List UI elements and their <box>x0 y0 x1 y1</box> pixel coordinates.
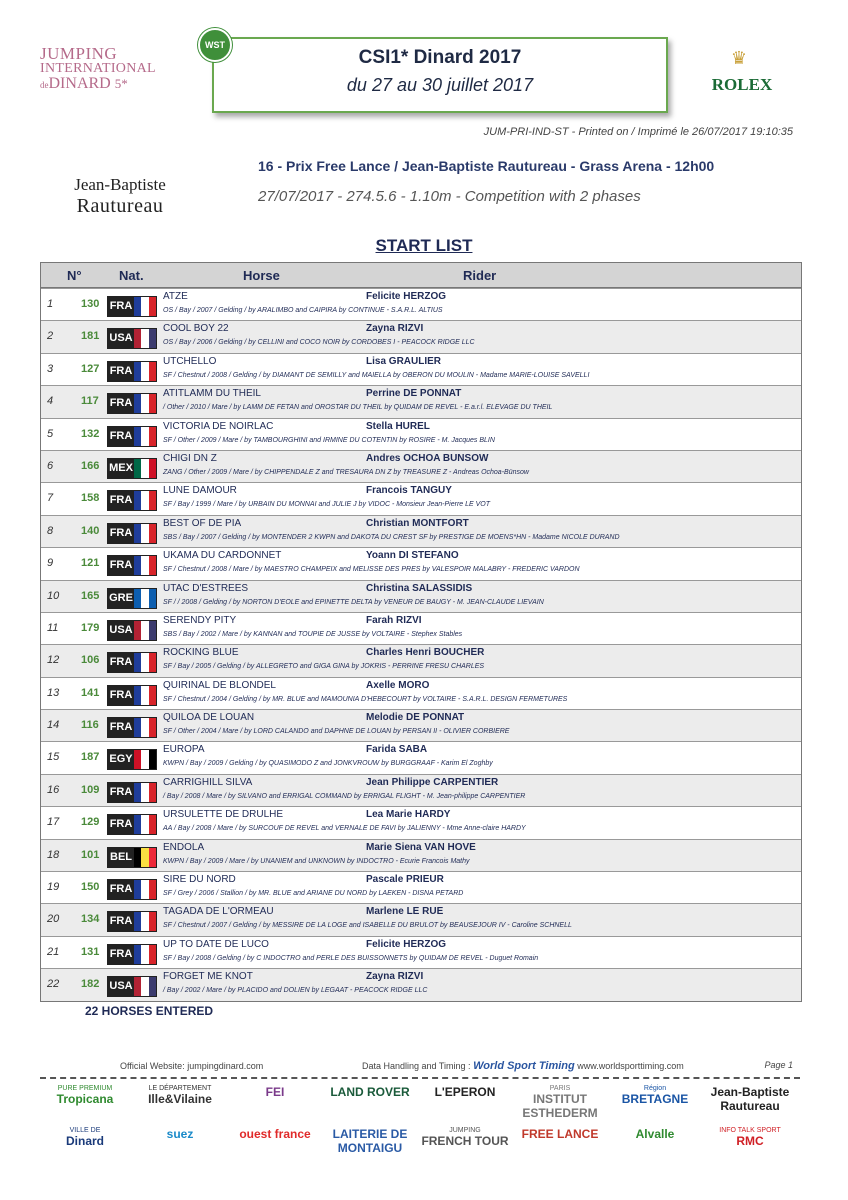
rider-name: Christian MONTFORT <box>366 517 469 529</box>
horse-info: OS / Bay / 2007 / Gelding / by ARALIMBO and CAIPIRA by CONTINUE - S.A.R.L. ALTIUS <box>163 307 443 314</box>
horse-info: SF / Grey / 2006 / Stallion / by MR. BLUE and ARIANE DU NORD by LAEKEN - DISNA PETARD <box>163 890 464 898</box>
table-header <box>41 263 801 288</box>
sponsor-name: RMC <box>736 1134 764 1148</box>
table-row <box>41 353 801 385</box>
sponsor-name: LAITERIE DE MONTAIGU <box>332 1127 408 1155</box>
nation-code: FRA <box>108 427 134 446</box>
horse-info: SBS / Bay / 2002 / Mare / by KANNAN and TOUPIE DE JUSSE by VOLTAIRE - Stephex Stables <box>163 630 463 638</box>
table-row <box>41 418 801 450</box>
bib-number: 131 <box>81 945 100 958</box>
sponsor-sub: LE DÉPARTEMENT <box>148 1085 212 1092</box>
nation-flag-icon <box>107 458 157 479</box>
row-index: 5 <box>47 427 54 440</box>
sponsor-name: Alvalle <box>635 1127 675 1141</box>
nation-flag-icon <box>107 782 157 803</box>
wst-badge-icon: WST <box>198 28 232 62</box>
nation-flag-icon <box>107 328 157 349</box>
rider-name: Lisa GRAULIER <box>366 355 442 367</box>
nation-code: GRE <box>108 589 134 608</box>
nation-flag-icon <box>107 490 157 511</box>
sponsor-name: LAND ROVER <box>330 1085 410 1099</box>
row-index: 9 <box>47 557 54 570</box>
nation-flag-icon <box>107 879 157 900</box>
row-index: 6 <box>47 459 54 472</box>
nation-code: USA <box>108 329 134 348</box>
rider-name: Farida SABA <box>366 744 428 756</box>
event-title-box <box>212 37 668 113</box>
nation-code: FRA <box>108 653 134 672</box>
rider-name: Felicite HERZOG <box>366 291 447 302</box>
competition-subtitle: 27/07/2017 - 274.5.6 - 1.10m - Competition with 2 phases <box>258 188 641 205</box>
competition-title: 16 - Prix Free Lance / Jean-Baptiste Rautureau - Grass Arena - 12h00 <box>258 158 715 174</box>
bib-number: 181 <box>81 330 100 343</box>
table-row <box>41 320 801 352</box>
horse-info: SF / Bay / 2005 / Gelding / by ALLEGRETO and GIGA GINA by JOKRIS - PERRINE FRESU CHARLES <box>163 663 485 671</box>
sponsor-name: L'EPERON <box>434 1085 496 1099</box>
sponsor-logo <box>325 1127 415 1155</box>
sponsor-name: ouest france <box>239 1127 311 1141</box>
sponsor-logo <box>705 1085 795 1113</box>
horse-info: SF / Chestnut / 2008 / Mare / by MAESTRO CHAMPEIX and MELISSE DES PRES by VALESPOIR MALABRY - FREDERIC VARDON <box>163 566 580 574</box>
horse-name: QUILOA DE LOUAN <box>163 712 255 724</box>
nation-code: FRA <box>108 297 134 316</box>
logo-line1: JUMPING <box>40 44 118 63</box>
rider-name: Marlene LE RUE <box>366 906 444 918</box>
table-row <box>41 871 801 903</box>
row-index: 11 <box>47 621 59 634</box>
horse-name: ROCKING BLUE <box>163 647 239 659</box>
horse-name: EUROPA <box>163 744 205 756</box>
table-row <box>41 288 801 320</box>
row-index: 7 <box>47 492 54 505</box>
col-nationality: Nat. <box>119 268 144 283</box>
horse-info: SF / / 2008 / Gelding / by NORTON D'EOLE and EPINETTE DELTA by VENEUR DE BAUGY - M. JEAN-CLAUDE LIEVAIN <box>163 598 544 606</box>
table-body <box>41 288 801 1001</box>
nation-flag-icon <box>107 717 157 738</box>
table-row <box>41 774 801 806</box>
nation-code: FRA <box>108 815 134 834</box>
nation-code: FRA <box>108 718 134 737</box>
sponsor-logo <box>515 1085 605 1120</box>
bib-number: 101 <box>81 848 100 861</box>
horse-info: SF / Bay / 2008 / Gelding / by C INDOCTRO and PERLE DES BUISSONNETS by QUIDAM DE REVEL - Duguet Romain <box>163 954 539 962</box>
printed-stamp: JUM-PRI-IND-ST - Printed on / Imprimé le 26/07/2017 19:10:35 <box>483 126 793 138</box>
row-index: 18 <box>47 848 60 861</box>
nation-code: USA <box>108 621 134 640</box>
rider-name: Felicite HERZOG <box>366 938 447 950</box>
sponsor-logo <box>230 1085 320 1099</box>
jumping-dinard-logo <box>40 46 170 93</box>
row-index: 12 <box>47 654 60 667</box>
sponsor-name: Dinard <box>65 1134 104 1148</box>
nation-code: FRA <box>108 362 134 381</box>
bib-number: 117 <box>81 395 99 408</box>
horses-entered: 22 HORSES ENTERED <box>85 1004 214 1018</box>
horse-name: UP TO DATE DE LUCO <box>163 938 269 950</box>
bib-number: 130 <box>81 298 100 310</box>
event-name: CSI1* Dinard 2017 <box>358 47 522 68</box>
rider-name: Melodie DE PONNAT <box>366 712 465 724</box>
table-row <box>41 612 801 644</box>
row-index: 19 <box>47 881 60 894</box>
horse-name: ATITLAMM DU THEIL <box>163 388 261 400</box>
row-index: 8 <box>47 524 54 537</box>
row-index: 21 <box>47 945 60 958</box>
nation-flag-icon <box>107 555 157 576</box>
row-index: 17 <box>47 816 60 829</box>
sponsor-logo <box>135 1127 225 1141</box>
table-row <box>41 839 801 871</box>
nation-code: FRA <box>108 686 134 705</box>
bib-number: 187 <box>81 751 100 764</box>
horse-name: CHIGI DN Z <box>163 452 217 464</box>
start-list-table <box>40 262 802 1002</box>
bib-number: 182 <box>81 978 100 991</box>
timing-url: www.worldsporttiming.com <box>574 1061 684 1071</box>
bib-number: 116 <box>81 719 99 732</box>
horse-info: KWPN / Bay / 2009 / Gelding / by QUASIMODO Z and JONKVROUW by BURGGRAAF - Karim El Zoghby <box>163 760 493 768</box>
rautureau-line2: Rautureau <box>76 195 164 217</box>
table-row <box>41 385 801 417</box>
nation-code: FRA <box>108 912 134 931</box>
row-index: 2 <box>47 330 54 343</box>
footer-divider <box>40 1077 800 1079</box>
rider-name: Pascale PRIEUR <box>366 874 444 886</box>
nation-code: BEL <box>108 848 134 867</box>
logo-line3: deDINARD 5* <box>40 75 128 92</box>
nation-flag-icon <box>107 814 157 835</box>
row-index: 3 <box>47 362 54 375</box>
nation-code: USA <box>108 977 134 996</box>
horse-name: TAGADA DE L'ORMEAU <box>163 906 274 918</box>
horse-info: / Bay / 2002 / Mare / by PLACIDO and DOLIEN by LEGAAT - PEACOCK RIDGE LLC <box>163 987 428 995</box>
bib-number: 140 <box>81 524 100 537</box>
horse-info: SBS / Bay / 2007 / Gelding / by MONTENDER 2 KWPN and DAKOTA DU CREST SF by PRESTIGE DE MOENS*HN - Madame NICOLE DURAND <box>163 533 620 541</box>
horse-info: AA / Bay / 2008 / Mare / by SURCOUF DE REVEL and VERNALE DE FAVI by JALIENNY - Mme Anne-claire HARDY <box>163 825 526 833</box>
nation-flag-icon <box>107 749 157 770</box>
nation-code: FRA <box>108 783 134 802</box>
horse-info: / Other / 2010 / Mare / by LAMM DE FETAN and OROSTAR DU THEIL by QUIDAM DE REVEL - E.a.r.l. ELEVAGE DU THEIL <box>163 404 553 412</box>
sponsor-logo <box>135 1085 225 1106</box>
bib-number: 141 <box>81 686 100 699</box>
table-row <box>41 515 801 547</box>
bib-number: 150 <box>81 881 100 894</box>
table-row <box>41 580 801 612</box>
sponsor-logo <box>325 1085 415 1099</box>
row-index: 20 <box>47 913 60 926</box>
sponsor-name: FRENCH TOUR <box>421 1134 509 1148</box>
sponsor-sub: JUMPING <box>449 1127 481 1134</box>
rider-name: Perrine DE PONNAT <box>366 388 462 400</box>
table-row <box>41 677 801 709</box>
rautureau-logo <box>60 175 180 218</box>
nation-code: FRA <box>108 394 134 413</box>
timing-credit <box>362 1060 684 1072</box>
rider-name: Zayna RIZVI <box>366 971 424 983</box>
bib-number: 106 <box>81 654 100 667</box>
nation-code: FRA <box>108 880 134 899</box>
event-dates: du 27 au 30 juillet 2017 <box>346 75 534 95</box>
horse-name: SIRE DU NORD <box>163 874 236 886</box>
nation-flag-icon <box>107 620 157 641</box>
bib-number: 109 <box>81 783 100 796</box>
horse-name: SERENDY PITY <box>163 614 237 626</box>
sponsor-name: suez <box>166 1127 194 1141</box>
bib-number: 165 <box>81 589 100 602</box>
horse-name: BEST OF DE PIA <box>163 517 242 529</box>
nation-code: FRA <box>108 556 134 575</box>
nation-code: FRA <box>108 491 134 510</box>
timing-label: Data Handling and Timing : <box>362 1061 474 1071</box>
col-horse: Horse <box>243 268 280 283</box>
row-index: 15 <box>47 751 60 764</box>
nation-code: FRA <box>108 524 134 543</box>
horse-name: CARRIGHILL SILVA <box>163 776 253 788</box>
official-website: Official Website: jumpingdinard.com <box>120 1061 264 1071</box>
horse-info: KWPN / Bay / 2009 / Mare / by UNANIEM and UNKNOWN by INDOCTRO - Ecurie Francois Mathy <box>163 857 470 865</box>
bib-number: 121 <box>81 557 100 570</box>
timing-name: World Sport Timing <box>473 1060 575 1072</box>
horse-info: SF / Chestnut / 2004 / Gelding / by MR. BLUE and MAMOUNIA D'HEBECOURT by VOLTAIRE - S.A.R.L. DESIGN FERMETURES <box>163 695 568 703</box>
row-index: 4 <box>47 395 54 408</box>
sponsor-name: FEI <box>265 1085 285 1099</box>
horse-info: / Bay / 2008 / Mare / by SILVANO and ERRIGAL COMMAND by ERRIGAL FLIGHT - M. Jean-philippe CARPENTIER <box>163 792 526 800</box>
nation-flag-icon <box>107 652 157 673</box>
horse-info: SF / Other / 2004 / Mare / by LORD CALANDO and DAPHNE DE LOUAN by PERSAN II - OLIVIER CORBIERE <box>163 728 510 736</box>
nation-flag-icon <box>107 944 157 965</box>
sponsor-name: Tropicana <box>56 1092 114 1106</box>
sponsor-logo <box>230 1127 320 1141</box>
rider-name: Lea Marie HARDY <box>366 809 451 821</box>
nation-flag-icon <box>107 911 157 932</box>
rider-name: Francois TANGUY <box>366 485 452 497</box>
logo-line2: INTERNATIONAL <box>40 61 156 76</box>
nation-flag-icon <box>107 685 157 706</box>
sponsor-sub: Région <box>643 1085 667 1092</box>
rider-name: Christina SALASSIDIS <box>366 582 473 594</box>
sponsor-logo <box>610 1127 700 1141</box>
horse-name: ENDOLA <box>163 841 205 853</box>
table-row <box>41 482 801 514</box>
rolex-logo: ROLEX <box>711 75 773 94</box>
table-row <box>41 936 801 968</box>
bib-number: 132 <box>81 427 100 440</box>
horse-info: SF / Bay / 1999 / Mare / by URBAIN DU MONNAI and JULIE J by VIDOC - Monsieur Jean-Pierre LE VOT <box>163 501 491 509</box>
table-row <box>41 806 801 838</box>
horse-info: SF / Chestnut / 2007 / Gelding / by MESSIRE DE LA LOGE and ISABELLE DU BRULOT by BEAUSEJOUR IV - Caroline SCHNELL <box>163 922 572 930</box>
nation-flag-icon <box>107 523 157 544</box>
horse-name: ATZE <box>163 291 188 302</box>
row-index: 1 <box>47 298 54 310</box>
sponsor-logo <box>420 1085 510 1099</box>
sponsor-logo <box>420 1127 510 1148</box>
nation-flag-icon <box>107 393 157 414</box>
row-index: 16 <box>47 783 60 796</box>
horse-name: FORGET ME KNOT <box>163 971 253 983</box>
bib-number: 166 <box>81 459 100 472</box>
table-row <box>41 903 801 935</box>
horse-name: UTAC D'ESTREES <box>163 582 249 594</box>
rider-name: Marie Siena VAN HOVE <box>366 841 476 853</box>
nation-flag-icon <box>107 588 157 609</box>
sponsor-sub: PARIS <box>549 1085 571 1092</box>
horse-name: UKAMA DU CARDONNET <box>163 550 282 562</box>
horse-name: COOL BOY 22 <box>163 323 229 335</box>
rider-name: Yoann DI STEFANO <box>366 550 459 562</box>
sponsor-name: INSTITUT ESTHEDERM <box>522 1092 598 1120</box>
sponsor-sub: PURE PREMIUM <box>57 1085 113 1092</box>
bib-number: 127 <box>81 362 100 375</box>
table-row <box>41 450 801 482</box>
col-rider: Rider <box>463 268 497 283</box>
bib-number: 158 <box>81 492 100 505</box>
nation-flag-icon <box>107 976 157 997</box>
row-index: 22 <box>47 978 60 991</box>
nation-flag-icon <box>107 426 157 447</box>
rider-name: Jean Philippe CARPENTIER <box>366 776 499 788</box>
bib-number: 179 <box>81 621 100 634</box>
start-list-heading: START LIST <box>375 236 473 255</box>
sponsor-name: BRETAGNE <box>621 1092 689 1106</box>
nation-code: MEX <box>108 459 134 478</box>
rider-name: Stella HUREL <box>366 420 430 432</box>
table-row <box>41 644 801 676</box>
sponsor-logo <box>40 1127 130 1148</box>
horse-info: SF / Chestnut / 2008 / Gelding / by DIAMANT DE SEMILLY and MAIELLA by OBERON DU MOULIN - Madame MARIE-LOUISE SAVELLI <box>163 371 590 379</box>
horse-info: SF / Other / 2009 / Mare / by TAMBOURGHINI and IRMINE DU COTENTIN by ROSIRE - M. Jacques BLIN <box>163 436 495 444</box>
horse-info: ZANG / Other / 2009 / Mare / by CHIPPENDALE Z and TRESAURA DN Z by TREASURE Z - Andreas Ochoa-Bünsow <box>163 468 529 476</box>
rider-name: Axelle MORO <box>366 679 430 691</box>
nation-code: FRA <box>108 945 134 964</box>
nation-code: EGY <box>108 750 134 769</box>
col-number: N° <box>67 268 82 283</box>
rider-name: Andres OCHOA BUNSOW <box>366 452 489 464</box>
table-row <box>41 709 801 741</box>
horse-name: UTCHELLO <box>163 355 217 367</box>
horse-name: VICTORIA DE NOIRLAC <box>163 420 274 432</box>
sponsor-strip <box>40 1085 800 1165</box>
table-row <box>41 968 801 1000</box>
row-index: 14 <box>47 719 60 732</box>
sponsor-name: FREE LANCE <box>521 1127 599 1141</box>
row-index: 13 <box>47 686 60 699</box>
rautureau-line1: Jean-Baptiste <box>74 175 166 194</box>
rider-name: Charles Henri BOUCHER <box>366 647 485 659</box>
horse-name: QUIRINAL DE BLONDEL <box>163 679 276 691</box>
nation-flag-icon <box>107 361 157 382</box>
sponsor-name: Ille&Vilaine <box>148 1092 212 1106</box>
sponsor-sub: INFO TALK SPORT <box>719 1127 781 1134</box>
nation-flag-icon <box>107 847 157 868</box>
rolex-crown-icon: ♛ <box>730 48 748 68</box>
sponsor-logo <box>610 1085 700 1106</box>
horse-name: LUNE DAMOUR <box>163 485 237 497</box>
table-row <box>41 741 801 773</box>
sponsor-name: Jean-Baptiste Rautureau <box>710 1085 790 1113</box>
sponsor-sub: VILLE DE <box>69 1127 101 1134</box>
bib-number: 134 <box>81 913 100 926</box>
rider-name: Zayna RIZVI <box>366 323 424 335</box>
page-number: Page 1 <box>764 1060 793 1070</box>
sponsor-logo <box>515 1127 605 1141</box>
sponsor-logo <box>705 1127 795 1148</box>
table-row <box>41 547 801 579</box>
nation-flag-icon <box>107 296 157 317</box>
bib-number: 129 <box>81 816 100 829</box>
rider-name: Farah RIZVI <box>366 614 422 626</box>
sponsor-logo <box>40 1085 130 1106</box>
row-index: 10 <box>47 589 60 602</box>
horse-name: URSULETTE DE DRULHE <box>163 809 284 821</box>
horse-info: OS / Bay / 2006 / Gelding / by CELLINI and COCO NOIR by CORDOBES I - PEACOCK RIDGE LLC <box>163 339 475 347</box>
